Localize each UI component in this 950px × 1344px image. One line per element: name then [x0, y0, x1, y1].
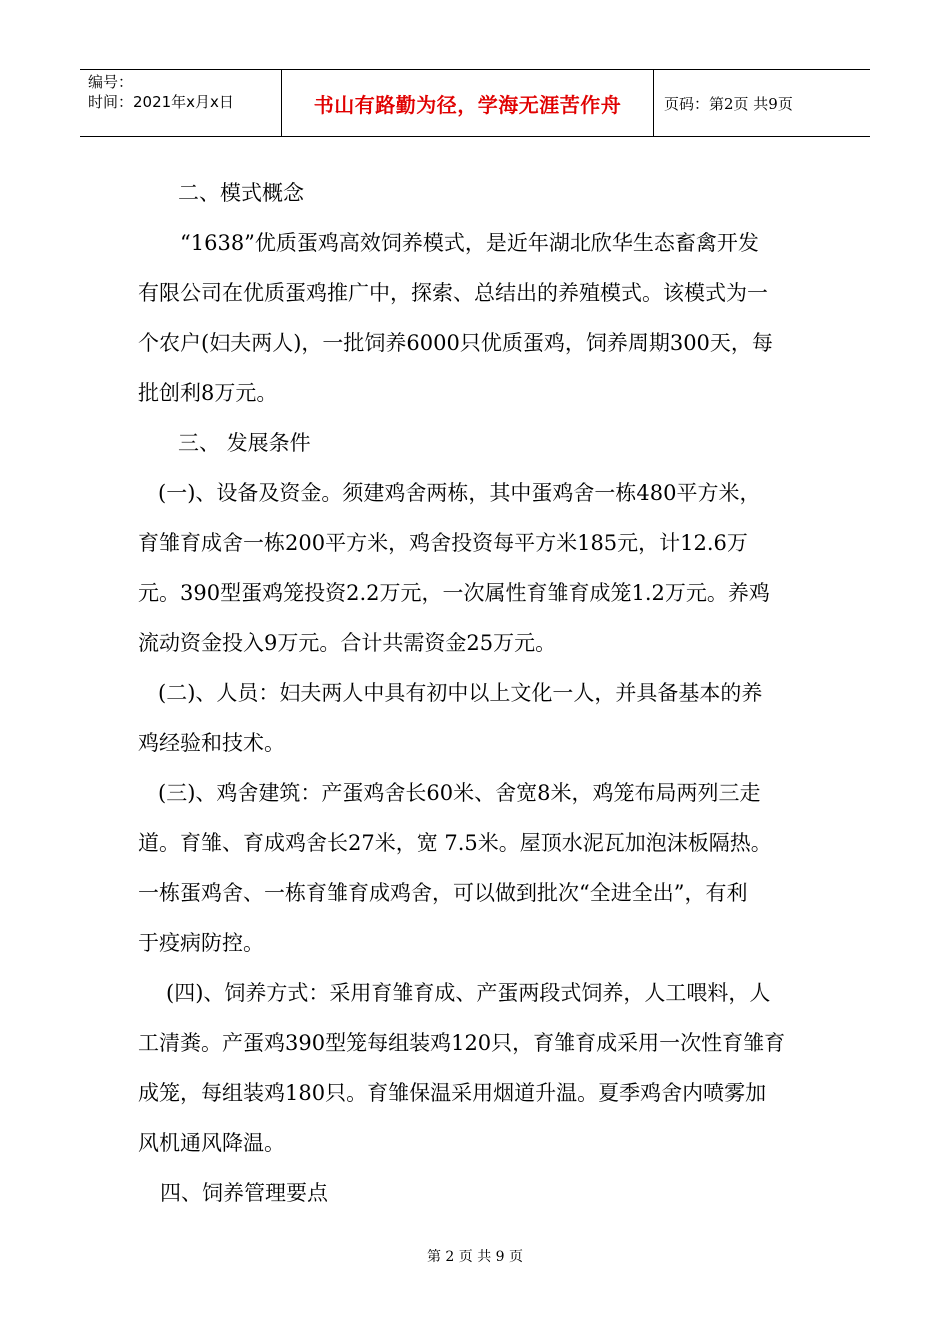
section-heading: 二、模式概念	[178, 181, 304, 205]
paragraph-line: 一栋蛋鸡舍、一栋育雏育成鸡舍，可以做到批次“全进全出”，有利	[138, 881, 748, 905]
paragraph-line: (四)、饲养方式：采用育雏育成、产蛋两段式饲养，人工喂料，人	[166, 981, 771, 1005]
paragraph-line: 风机通风降温。	[138, 1131, 285, 1155]
paragraph-line: 元。390型蛋鸡笼投资2.2万元，一次属性育雏育成笼1.2万元。养鸡	[138, 581, 770, 605]
paragraph-line: (二)、人员：妇夫两人中具有初中以上文化一人，并具备基本的养	[158, 681, 763, 705]
paragraph-line: (三)、鸡舍建筑：产蛋鸡舍长60米、舍宽8米，鸡笼布局两列三走	[158, 781, 761, 805]
paragraph-line: “1638”优质蛋鸡高效饲养模式，是近年湖北欣华生态畜禽开发	[180, 231, 759, 255]
document-number-label: 编号：	[88, 73, 134, 91]
paragraph-line: 有限公司在优质蛋鸡推广中，探索、总结出的养殖模式。该模式为一	[138, 281, 768, 305]
page-footer: 第 2 页 共 9 页	[426, 1249, 524, 1265]
section-heading: 三、 发展条件	[178, 431, 311, 455]
header-motto: 书山有路勤为径，学海无涯苦作舟	[282, 70, 654, 136]
paragraph-line: 工清粪。产蛋鸡390型笼每组装鸡120只，育雏育成采用一次性育雏育	[138, 1031, 786, 1055]
paragraph-line: (一)、设备及资金。须建鸡舍两栋，其中蛋鸡舍一栋480平方米，	[158, 481, 761, 505]
header-page-info: 页码：第2页 共9页	[664, 94, 793, 113]
page-header	[80, 69, 870, 137]
paragraph-line: 道。育雏、育成鸡舍长27米，宽 7.5米。屋顶水泥瓦加泡沫板隔热。	[138, 831, 772, 855]
document-body	[138, 168, 818, 1218]
section-heading: 四、饲养管理要点	[160, 1181, 328, 1205]
paragraph-line: 批创利8万元。	[138, 381, 278, 405]
paragraph-line: 个农户(妇夫两人)，一批饲养6000只优质蛋鸡，饲养周期300天，每	[138, 331, 773, 355]
paragraph-line: 鸡经验和技术。	[138, 731, 285, 755]
header-meta	[80, 70, 282, 136]
paragraph-line: 育雏育成舍一栋200平方米，鸡舍投资每平方米185元，计12.6万	[138, 531, 748, 555]
paragraph-line: 于疫病防控。	[138, 931, 264, 955]
paragraph-line: 流动资金投入9万元。合计共需资金25万元。	[138, 631, 557, 655]
document-date-label: 时间：2021年x月x日	[88, 93, 234, 111]
paragraph-line: 成笼，每组装鸡180只。育雏保温采用烟道升温。夏季鸡舍内喷雾加	[138, 1081, 767, 1105]
